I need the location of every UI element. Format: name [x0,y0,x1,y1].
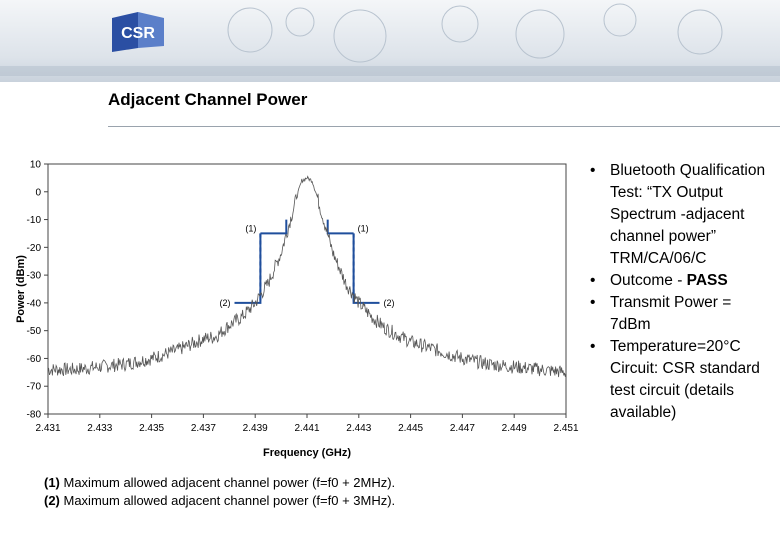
x-tick-label: 2.449 [501,423,527,434]
y-tick-label: -50 [26,326,41,338]
header-banner [0,0,780,82]
y-tick-label: -10 [26,215,41,227]
limit-mask-label: (2) [383,297,395,308]
y-axis-label: Power (dBm) [15,255,27,323]
x-tick-label: 2.441 [294,423,320,434]
limit-mask-label: (1) [357,223,369,234]
chart-container [14,150,586,468]
spectrum-trace [48,176,566,377]
limit-mask-line [328,220,354,234]
x-tick-label: 2.433 [87,423,113,434]
limit-mask-line [260,220,286,234]
y-tick-label: -40 [26,298,41,310]
bullet-transmit-power: • Transmit Power = 7dBm [590,292,776,336]
limit-mask-label: (1) [245,223,257,234]
plot-frame [48,164,566,414]
svg-text:CSR: CSR [121,25,155,42]
y-tick-label: -60 [26,353,41,365]
limit-mask-line [235,233,261,303]
y-tick-label: 10 [29,159,41,171]
x-tick-label: 2.451 [553,423,579,434]
limit-mask-label: (2) [219,297,231,308]
x-tick-label: 2.443 [346,423,372,434]
spectrum-chart [14,150,586,468]
bullet-conditions: • Temperature=20°C Circuit: CSR standard test circuit (details available) [590,336,776,424]
footnotes [44,474,395,510]
outcome-value: PASS [686,272,728,289]
result-bullets [590,160,776,424]
y-tick-label: -70 [26,381,41,393]
bullet-test-name: • Bluetooth Qualification Test: “TX Output Spectrum -adjacent channel power” TRM/CA/06/C [590,160,776,270]
limit-mask-line [354,233,380,303]
footnote-2: (2) Maximum allowed adjacent channel power (f=f0 + 3MHz). [44,493,396,508]
x-tick-label: 2.435 [139,423,165,434]
bullet-outcome: • Outcome - PASS [590,270,776,292]
y-tick-label: -30 [26,270,41,282]
y-tick-label: -20 [26,242,41,254]
csr-logo [108,8,168,54]
slide-title: Adjacent Channel Power [108,90,308,109]
footnote-1: (1) Maximum allowed adjacent channel power (f=f0 + 2MHz). [44,475,396,490]
x-tick-label: 2.437 [190,423,216,434]
x-tick-label: 2.431 [35,423,61,434]
x-axis-label: Frequency (GHz) [262,447,352,459]
x-tick-label: 2.439 [242,423,268,434]
title-divider [108,126,780,127]
y-tick-label: 0 [35,187,41,199]
x-tick-label: 2.447 [449,423,475,434]
y-tick-label: -80 [26,409,41,421]
x-tick-label: 2.445 [398,423,424,434]
